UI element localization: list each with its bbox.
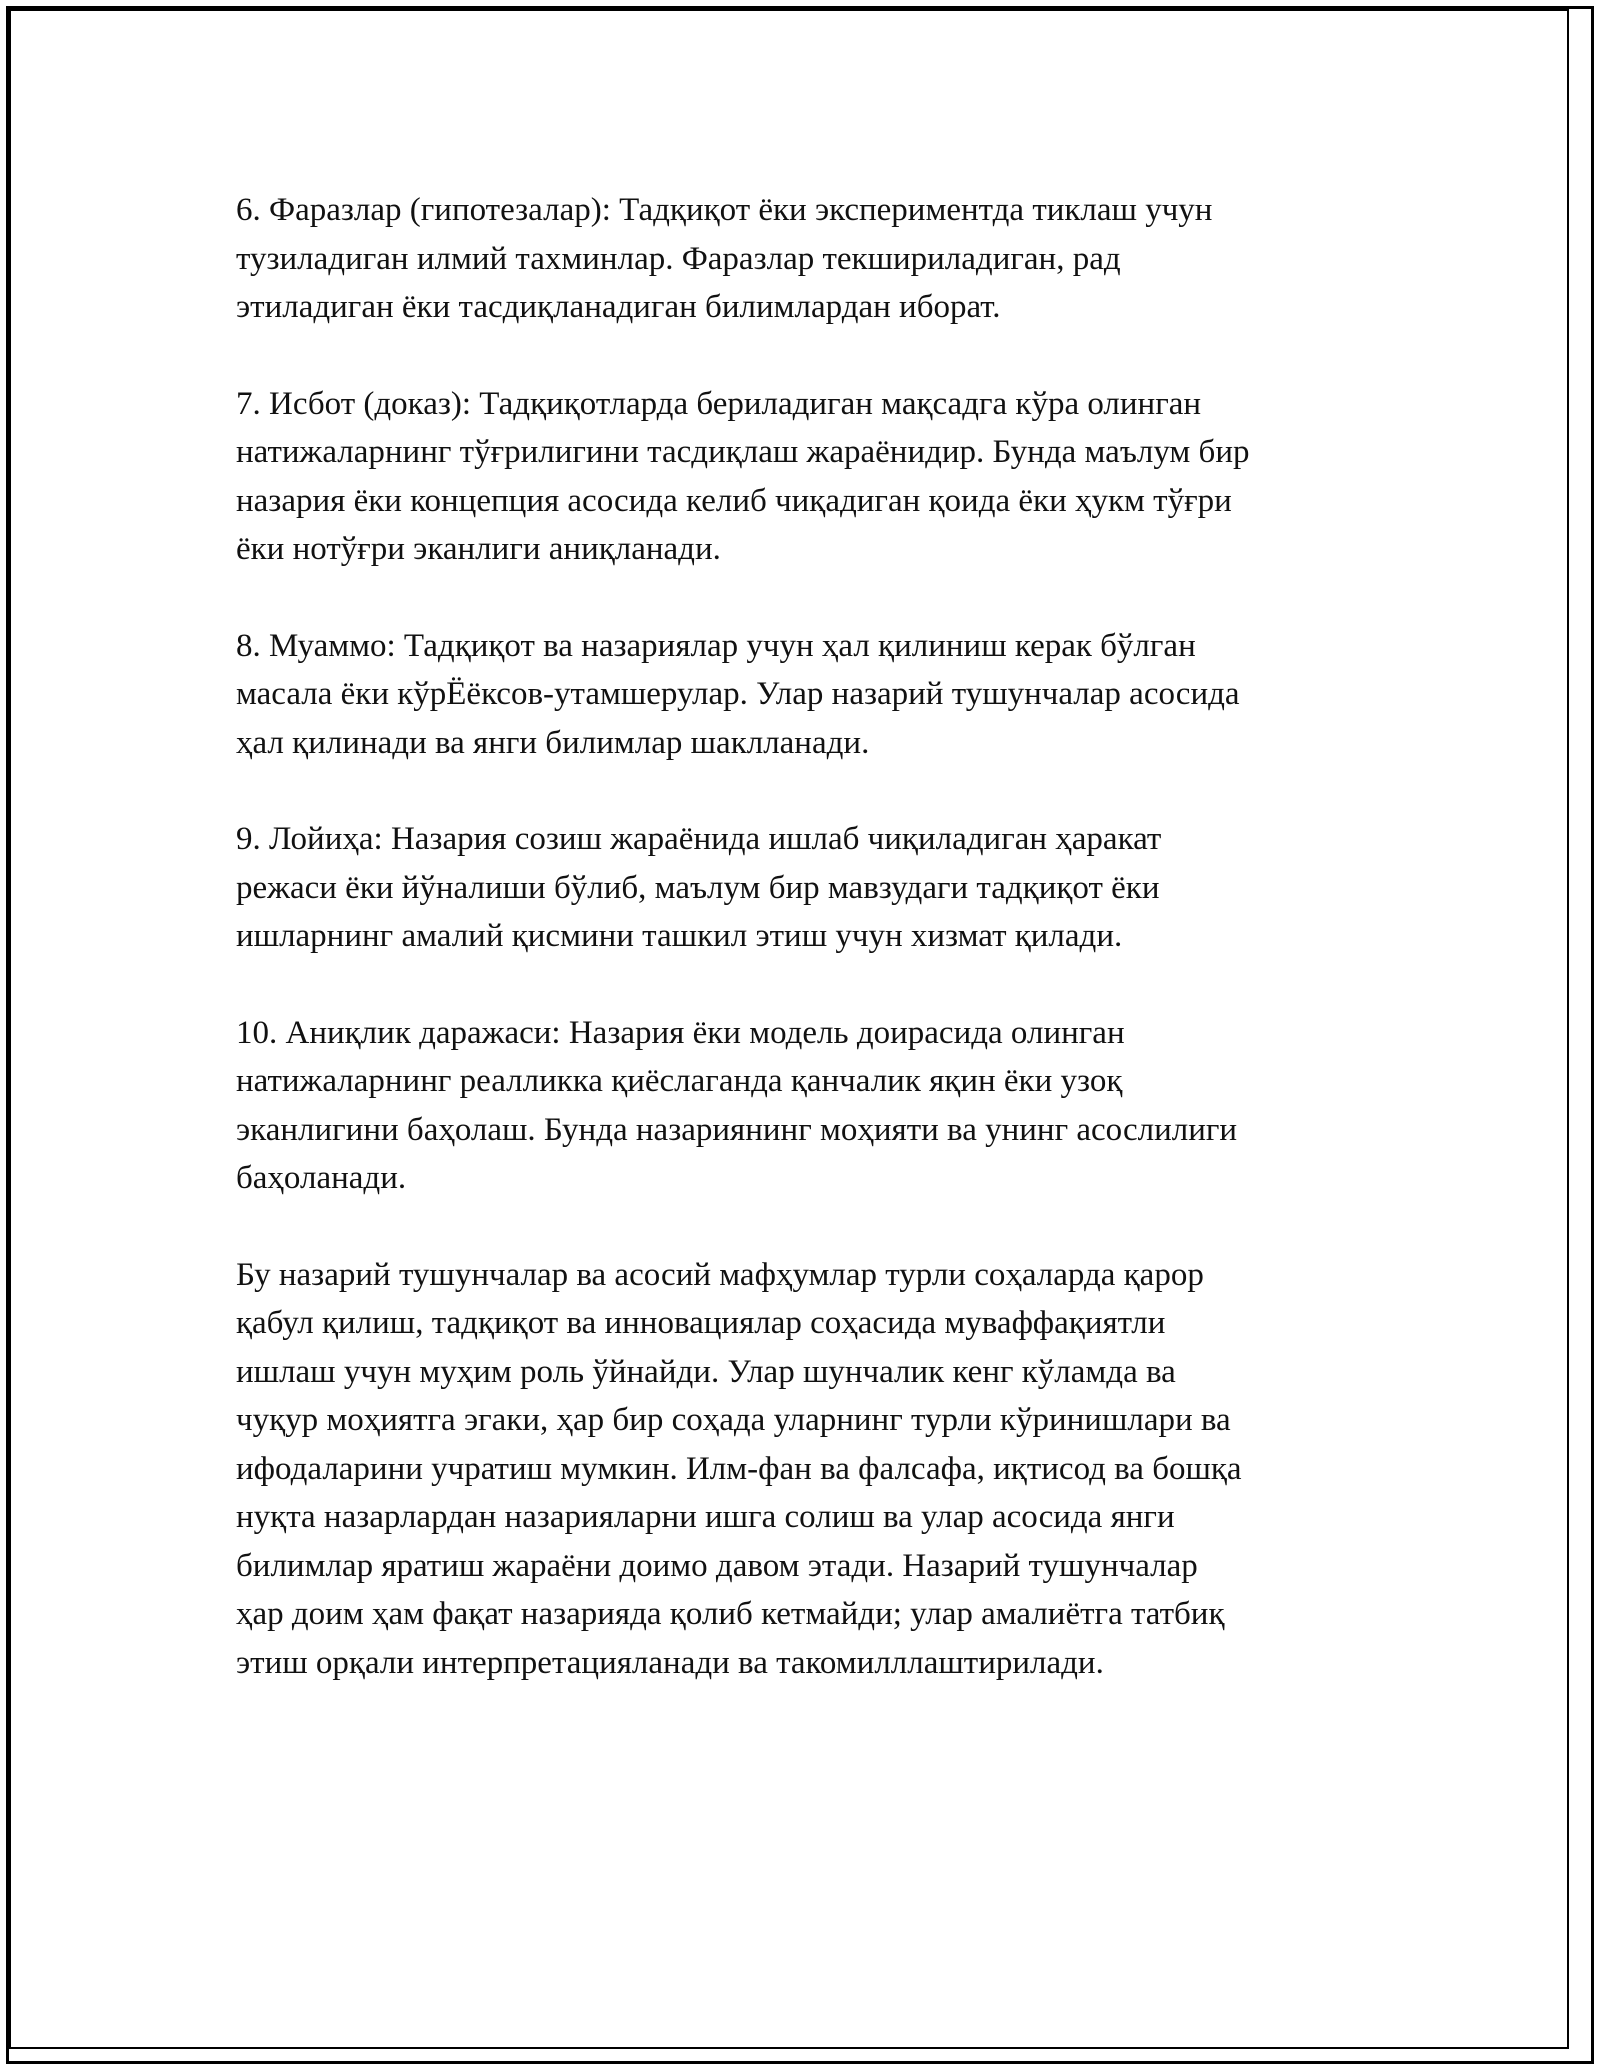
text-line: этиш орқали интерпретацияланади ва такомилллаштирилади.	[236, 1644, 1104, 1681]
paragraph-p9	[236, 815, 1376, 961]
text-line: 6. Фаразлар (гипотезалар): Тадқиқот ёки экспериментда тиклаш учун	[236, 192, 1213, 228]
text-line: 9. Лойиҳа: Назария созиш жараёнида ишлаб чиқиладиган ҳаракат	[236, 821, 1162, 857]
paragraph-p11	[236, 1251, 1376, 1688]
text-line: эканлигини баҳолаш. Бунда назариянинг моҳияти ва унинг асослилиги	[236, 1111, 1238, 1148]
text-line: 7. Исбот (доказ): Тадқиқотларда бериладиган мақсадга кўра олинган	[236, 385, 1202, 422]
text-line: натижаларнинг тўғрилигини тасдиқлаш жараёнидир. Бунда маълум бир	[236, 434, 1250, 470]
text-line: 10. Аниқлик даражаси: Назария ёки модель доирасида олинган	[236, 1014, 1125, 1051]
text-line: чуқур моҳиятга эгаки, ҳар бир соҳада уларнинг турли кўринишлари ва	[236, 1402, 1231, 1438]
text-line: этиладиган ёки тасдиқланадиган билимлардан иборат.	[236, 289, 1001, 325]
paragraph-p7	[236, 380, 1376, 574]
text-line: натижаларнинг реалликка қиёслаганда қанчалик яқин ёки узоқ	[236, 1063, 1123, 1099]
text-line: ишларнинг амалий қисмини ташкил этиш учун хизмат қилади.	[236, 918, 1123, 954]
text-line: Бу назарий тушунчалар ва асосий мафҳумлар турли соҳаларда қарор	[236, 1256, 1204, 1293]
text-line: ҳал қилинади ва янги билимлар шаклланади.	[236, 724, 870, 761]
document-body	[236, 186, 1376, 1735]
text-line: назария ёки концепция асосида келиб чиқадиган қоида ёки ҳукм тўғри	[236, 482, 1232, 519]
text-line: режаси ёки йўналиши бўлиб, маълум бир мавзудаги тадқиқот ёки	[236, 869, 1160, 906]
text-line: 8. Муаммо: Тадқиқот ва назариялар учун ҳал қилиниш керак бўлган	[236, 627, 1196, 664]
text-line: баҳоланади.	[236, 1160, 407, 1196]
text-line: ҳар доим ҳам фақат назарияда қолиб кетмайди; улар амалиётга татбиқ	[236, 1596, 1225, 1632]
text-line: ишлаш учун муҳим роль ўйнайди. Улар шунчалик кенг кўламда ва	[236, 1353, 1176, 1390]
paragraph-p6	[236, 186, 1376, 332]
text-line: ифодаларини учратиш мумкин. Илм-фан ва фалсафа, иқтисод ва бошқа	[236, 1450, 1242, 1487]
text-line: билимлар яратиш жараёни доимо давом этади. Назарий тушунчалар	[236, 1547, 1198, 1584]
paragraph-p8	[236, 622, 1376, 768]
text-line: қабул қилиш, тадқиқот ва инновациялар соҳасида муваффақиятли	[236, 1305, 1166, 1341]
text-line: нуқта назарлардан назарияларни ишга солиш ва улар асосида янги	[236, 1499, 1175, 1535]
text-line: ёки нотўғри эканлиги аниқланади.	[236, 531, 721, 567]
text-line: масала ёки кўрЁёксов-утамшерулар. Улар назарий тушунчалар асосида	[236, 676, 1240, 712]
paragraph-p10	[236, 1009, 1376, 1203]
text-line: тузиладиган илмий тахминлар. Фаразлар текшириладиган, рад	[236, 240, 1121, 277]
